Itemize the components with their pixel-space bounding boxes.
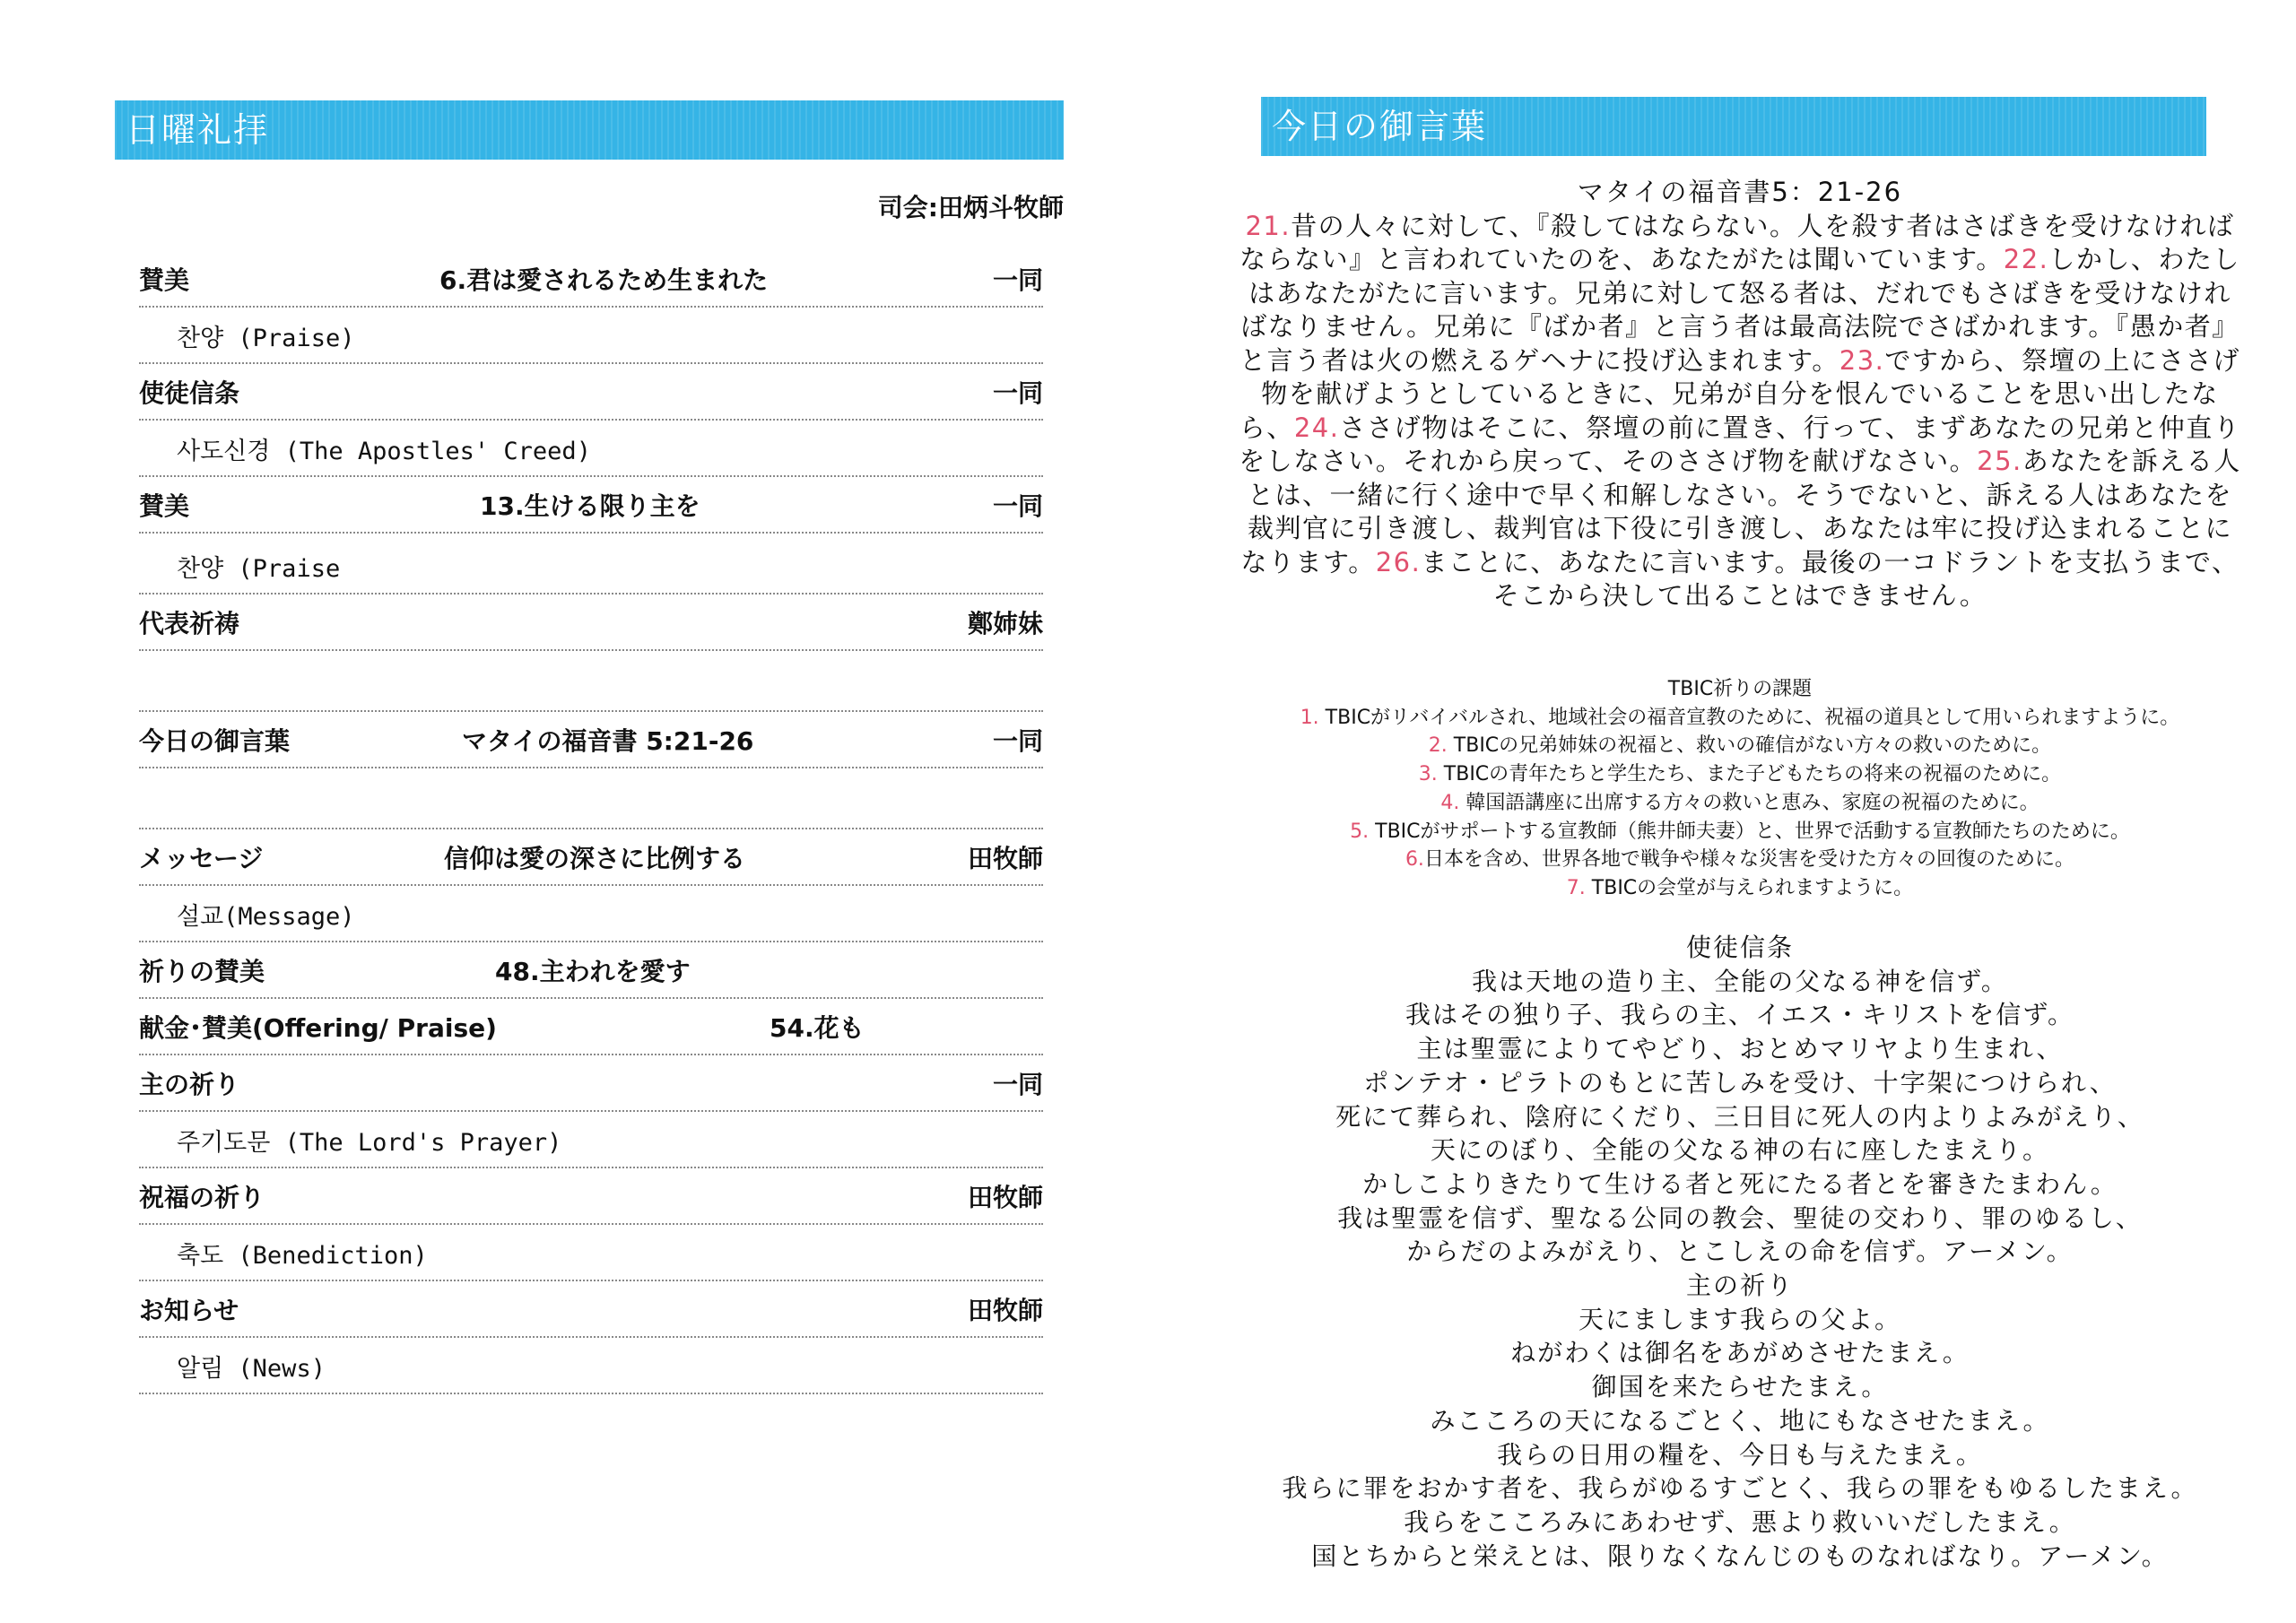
item-subtitle: 찬양 (Praise (177, 555, 341, 583)
verse-text: しかし、わたしはあなたがたに言います。兄弟に対して怒る者は、だれでもさばきを受けなければなりません。兄弟に『ばか者』と言う者は最高法院でさばかれます。『愚か者』と言う者は火の燃えるゲヘナに投げ込まれます。 (1239, 244, 2240, 376)
verse-text: ですから、祭壇の上にささげ物を献げようとしているときに、兄弟が自分を恨んでいることを思い出したなら、 (1239, 344, 2240, 443)
prayer-text: 韓国語講座に出席する方々の救いと恵み、家庭の祝福のために。 (1459, 791, 2039, 814)
item-detail: 54.花も (770, 1013, 865, 1043)
lords-prayer-line: 御国を来たらせたまえ。 (1591, 1372, 1889, 1402)
verse-number: 24. (1293, 412, 1340, 443)
item-title: 祈りの賛美 (139, 957, 265, 986)
prayer-number: 1. (1300, 706, 1319, 729)
prayer-text: TBICがリバイバルされ、地域社会の福音宣教のために、祝福の道具として用いられますように。 (1318, 706, 2180, 729)
item-detail: 13.生ける限り主を (480, 491, 700, 521)
item-title: 祝福の祈り (139, 1183, 265, 1212)
item-leader: 田牧師 (967, 1296, 1043, 1325)
order-sub-row (139, 1112, 1043, 1168)
item-leader: 一同 (992, 1070, 1043, 1099)
verse-text: ささげ物はそこに、祭壇の前に置き、行って、まずあなたの兄弟と仲直りをしなさい。それから戻って、そのささげ物を献げなさい。 (1239, 412, 2241, 476)
lords-prayer-line: みこころの天になるごとく、地にもなさせたまえ。 (1430, 1405, 2050, 1436)
order-row (139, 999, 1043, 1055)
item-leader: 田牧師 (967, 1183, 1043, 1212)
lords-prayer-line: 我らに罪をおかす者を、我らがゆるすごとく、我らの罪をもゆるしたまえ。 (1282, 1473, 2198, 1504)
item-title: 賛美 (139, 491, 190, 521)
sunday-service-banner: 日曜礼拝 (115, 100, 1064, 160)
item-subtitle: 사도신경 (The Apostles' Creed) (177, 438, 591, 465)
prayer-item (1238, 760, 2242, 789)
item-title: 使徒信条 (139, 378, 240, 408)
prayer-item (1238, 818, 2242, 846)
order-row (139, 364, 1043, 421)
item-subtitle: 축도 (Benediction) (177, 1242, 428, 1270)
prayer-item (1238, 846, 2242, 874)
prayer-number: 7. (1566, 876, 1586, 899)
order-row (139, 1055, 1043, 1112)
item-leader: 一同 (992, 491, 1043, 521)
item-title: お知らせ (139, 1296, 239, 1325)
creed-and-prayer (1238, 931, 2242, 1573)
todays-word-banner: 今日の御言葉 (1261, 97, 2206, 156)
order-sub-row (139, 1338, 1043, 1394)
verse-number: 26. (1375, 546, 1422, 577)
verse-number: 22. (2003, 244, 2049, 274)
prayer-item (1238, 789, 2242, 818)
order-sub-row (139, 651, 1043, 712)
lords-prayer-line: 我らの日用の糧を、今日も与えたまえ。 (1497, 1439, 1983, 1470)
item-subtitle: 설교(Message) (177, 903, 355, 931)
apostles-creed-title: 使徒信条 (1685, 933, 1794, 962)
right-page (1148, 0, 2296, 1623)
item-title: 代表祈祷 (139, 609, 240, 638)
prayer-text: TBICの兄弟姉妹の祝福と、救いの確信がない方々の救いのために。 (1447, 734, 2052, 758)
order-sub-row (139, 421, 1043, 477)
lords-prayer-line: 国とちからと栄えとは、限りなくなんじのものなればなり。アーメン。 (1311, 1541, 2169, 1571)
item-title: 賛美 (139, 265, 190, 295)
order-row (139, 1281, 1043, 1338)
order-row (139, 1168, 1043, 1225)
item-leader: 一同 (992, 726, 1043, 756)
prayer-number: 2. (1428, 734, 1448, 758)
order-row (139, 829, 1043, 886)
verse-text: まことに、あなたに言います。最後の一コドラントを支払うまで、そこから決して出ることはできません。 (1421, 546, 2239, 611)
verse-number: 25. (1977, 446, 2022, 476)
verse-text: 昔の人々に対して、『殺してはならない。人を殺す者はさばきを受けなければならない』と言われていたのを、あなたがたは聞いています。 (1239, 210, 2235, 274)
verse-number: 23. (1839, 344, 1885, 376)
verse-text: あなたを訴える人とは、一緒に行く途中で早く和解しなさい。そうでないと、訴える人はあなたを裁判官に引き渡し、裁判官は下役に引き渡し、あなたは牢に投げ込まれることになります。 (1240, 446, 2241, 577)
creed-line: かしこよりきたりて生ける者と死にたる者とを審きたまわん。 (1362, 1168, 2118, 1199)
creed-line: からだのよみがえり、とこしえの命を信ず。アーメン。 (1406, 1237, 2074, 1267)
item-detail: 6.君は愛されるため生まれた (439, 265, 769, 295)
prayer-text: TBICの会堂が与えられますように。 (1585, 876, 1914, 899)
item-subtitle: 알림 (News) (177, 1355, 326, 1383)
prayer-number: 3. (1418, 763, 1438, 786)
prayer-number: 5. (1350, 820, 1370, 843)
prayer-item (1238, 732, 2242, 760)
item-detail: 信仰は愛の深さに比例する (444, 844, 746, 873)
order-sub-row (139, 1225, 1043, 1281)
item-subtitle: 찬양 (Praise) (177, 325, 355, 352)
prayer-text: TBICがサポートする宣教師（熊井師夫妻）と、世界で活動する宣教師たちのために。 (1369, 820, 2130, 843)
order-row (139, 942, 1043, 999)
order-row (139, 251, 1043, 308)
prayer-text: TBICの青年たちと学生たち、また子どもたちの将来の祝福のために。 (1437, 763, 2062, 786)
host-label: 司会:田炳斗牧師 (877, 193, 1064, 222)
prayer-item (1238, 704, 2242, 733)
lords-prayer-title: 主の祈り (1685, 1271, 1794, 1301)
item-title: 献金･賛美(Offering/ Praise) (139, 1013, 497, 1043)
item-title: 今日の御言葉 (139, 726, 291, 756)
lords-prayer-line: ねがわくは御名をあがめさせたまえ。 (1510, 1338, 1970, 1368)
item-leader: 一同 (992, 265, 1043, 295)
item-detail: 48.主われを愛す (495, 957, 691, 986)
order-row (139, 712, 1043, 768)
creed-line: 死にて葬られ、陰府にくだり、三日目に死人の内よりよみがえり、 (1335, 1101, 2144, 1132)
lords-prayer-line: 天にまします我らの父よ。 (1578, 1304, 1901, 1334)
creed-line: ポンテオ・ピラトのもとに苦しみを受け、十字架につけられ、 (1363, 1067, 2117, 1098)
prayer-number: 6. (1405, 848, 1424, 872)
scripture-reference: マタイの福音書5：21-26 (1577, 177, 1903, 207)
order-sub-row (139, 768, 1043, 829)
item-detail: マタイの福音書 5:21-26 (462, 726, 754, 756)
order-sub-row (139, 308, 1043, 364)
scripture-passage (1238, 176, 2242, 613)
prayer-title: TBIC祈りの課題 (1667, 678, 1813, 700)
creed-line: 天にのぼり、全能の父なる神の右に座したまえり。 (1430, 1135, 2049, 1166)
lords-prayer-line: 我らをこころみにあわせず、悪より救いいだしたまえ。 (1404, 1506, 2076, 1537)
verse-number: 21. (1245, 210, 1292, 241)
order-row (139, 595, 1043, 651)
item-leader: 鄭姉妹 (967, 609, 1043, 638)
prayer-number: 4. (1440, 791, 1460, 814)
prayer-requests (1238, 675, 2242, 903)
item-title: メッセージ (139, 844, 264, 873)
order-row (139, 477, 1043, 534)
creed-line: 主は聖霊によりてやどり、おとめマリヤより生まれ、 (1416, 1034, 2064, 1064)
order-sub-row (139, 534, 1043, 595)
prayer-item (1238, 874, 2242, 903)
creed-line: 我は聖霊を信ず、聖なる公同の教会、聖徒の交わり、罪のゆるし、 (1337, 1202, 2143, 1233)
creed-line: 我は天地の造り主、全能の父なる神を信ず。 (1472, 966, 2008, 996)
item-title: 主の祈り (139, 1070, 240, 1099)
order-sub-row (139, 886, 1043, 942)
creed-line: 我はその独り子、我らの主、イエス・キリストを信ず。 (1405, 1000, 2075, 1030)
service-order (139, 251, 1043, 1394)
item-subtitle: 주기도문 (The Lord's Prayer) (177, 1129, 562, 1157)
prayer-text: 日本を含め、世界各地で戦争や様々な災害を受けた方々の回復のために。 (1423, 848, 2075, 872)
item-leader: 田牧師 (967, 844, 1043, 873)
item-leader: 一同 (992, 378, 1043, 408)
